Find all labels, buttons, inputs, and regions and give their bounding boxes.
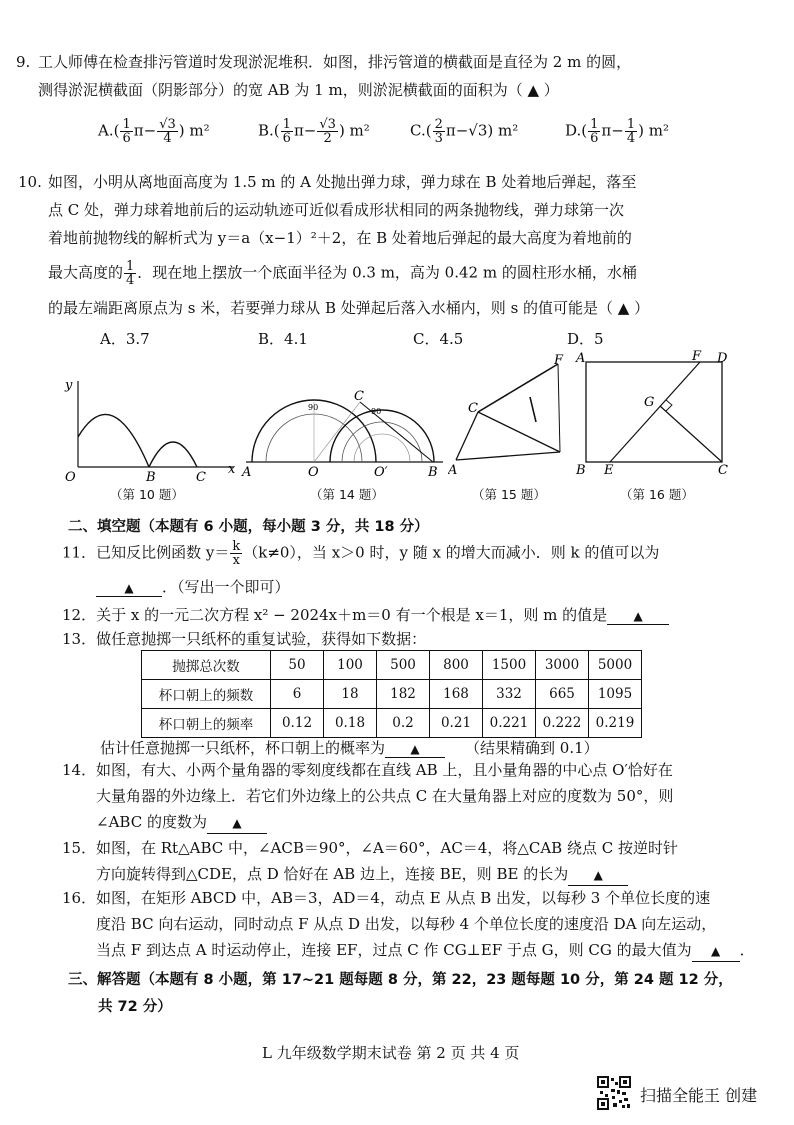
answer-blank[interactable]: ▲ — [207, 812, 267, 834]
option-b[interactable]: B.( $\frac{1}{6}$ π− $\frac{√3}{2}$ ) m² — [258, 117, 370, 146]
question-12: 12．关于 x 的一元二次方程 x² − 2024x＋m＝0 有一个根是 x＝1，则 m 的值是 ▲ — [62, 604, 669, 625]
table-cell: 1095 — [589, 680, 642, 709]
option-a[interactable]: A．3.7 — [100, 330, 150, 348]
segment-de — [530, 397, 536, 422]
section-3-heading-cont: 共 72 分） — [98, 999, 172, 1015]
table-cell: 0.219 — [589, 709, 642, 738]
origin-label: O — [65, 470, 76, 485]
question-text-line: ∠ABC 的度数为 ▲ — [96, 812, 267, 834]
point-c-label: C — [718, 463, 728, 475]
small-protractor — [330, 410, 434, 462]
segment-cg — [660, 406, 722, 462]
point-c-label: C — [468, 401, 478, 416]
point-d-label: D — [717, 351, 728, 366]
answer-blank[interactable]: ▲ — [568, 864, 628, 886]
table-cell: 182 — [377, 680, 430, 709]
option-d[interactable]: D.( $\frac{1}{6}$ π− $\frac{1}{4}$ ) m² — [565, 117, 669, 146]
table-cell: 18 — [324, 680, 377, 709]
table-row — [142, 651, 642, 680]
scanner-watermark: 扫描全能王 创建 — [640, 1086, 758, 1105]
option-c[interactable]: C.( $\frac{2}{3}$ π−√3) m² — [410, 117, 519, 146]
table-cell: 0.12 — [271, 709, 324, 738]
segment-ef — [610, 362, 700, 462]
question-13-answer-line: 估计任意抛掷一只纸杯，杯口朝上的概率为 ▲ （结果精确到 0.1） — [100, 739, 599, 757]
section-2-heading: 二、填空题（本题有 6 小题，每小题 3 分，共 18 分） — [68, 519, 429, 535]
point-c-label: C — [354, 389, 364, 404]
qr-code-icon — [597, 1076, 631, 1110]
option-c[interactable]: C．4.5 — [413, 330, 464, 348]
section-3-heading: 三、解答题（本题有 8 小题，第 17~21 题每题 8 分，第 22，23 题每题 10 分，第 24 题 12 分， — [68, 972, 733, 988]
point-g-label: G — [644, 395, 655, 410]
question-text-line: 如图，在 Rt△ABC 中，∠ACB＝90°，∠A＝60°，AC＝4，将△CAB 绕点 C 按逆时针 — [96, 839, 678, 857]
question-text-line: 度沿 BC 向右运动，同时动点 F 从点 D 出发，以每秒 4 个单位长度的速度沿 DA 向左运动， — [96, 915, 717, 933]
question-text-line: 最大高度的 $\frac{1}{4}$ ．现在地上摆放一个底面半径为 0.3 m，高为 0.42 m 的圆柱形水桶，水桶 — [48, 259, 637, 288]
frequency-table — [141, 650, 642, 738]
caption-q10: （第 10 题） — [110, 487, 184, 502]
table-row — [142, 709, 642, 738]
question-text-line: 如图，小明从离地面高度为 1.5 m 的 A 处抛出弹力球，弹力球在 B 处着地后弹起，落至 — [48, 173, 637, 191]
answer-blank[interactable]: ▲ — [96, 578, 162, 597]
point-a-label: A — [448, 463, 458, 478]
table-cell: 500 — [377, 651, 430, 680]
table-cell: 0.21 — [430, 709, 483, 738]
caption-q16: （第 16 题） — [620, 487, 694, 502]
rectangle-abcd — [586, 362, 722, 462]
small-protractor-inner — [342, 422, 422, 462]
table-cell: 1500 — [483, 651, 536, 680]
question-number: 16． — [62, 889, 97, 907]
point-f-label: F — [554, 353, 564, 368]
point-b-label: B — [576, 463, 586, 475]
question-number: 13． — [62, 630, 97, 648]
question-text-line: 如图，有大、小两个量角器的零刻度线都在直线 AB 上，且小量角器的中心点 O′恰好在 — [96, 761, 673, 779]
table-cell: 5000 — [589, 651, 642, 680]
small-protractor-inner2 — [354, 434, 410, 462]
y-label: y — [65, 378, 73, 393]
answer-blank[interactable]: ▲ — [385, 739, 445, 758]
figure-10 — [62, 375, 242, 485]
point-b-label: B — [428, 465, 438, 480]
tick-label-90b: 90 — [371, 407, 382, 416]
question-number: 15． — [62, 839, 97, 857]
table-cell: 665 — [536, 680, 589, 709]
segment-cb — [478, 412, 560, 452]
segment-cf — [478, 364, 558, 412]
table-cell: 0.222 — [536, 709, 589, 738]
segment-ab — [456, 452, 560, 460]
answer-blank[interactable]: ▲ — [607, 606, 669, 625]
right-angle-mark — [666, 400, 672, 411]
option-a[interactable]: A.( $\frac{1}{6}$ π− $\frac{√3}{4}$ ) m² — [98, 117, 210, 146]
row-label: 抛掷总次数 — [142, 651, 271, 680]
segment-fe — [558, 364, 560, 452]
table-cell: 0.221 — [483, 709, 536, 738]
x-label: x — [228, 462, 236, 477]
segment-oc — [314, 402, 360, 462]
caption-q14: （第 14 题） — [310, 487, 384, 502]
question-13: 13．做任意抛掷一只纸杯的重复试验，获得如下数据： — [62, 630, 427, 648]
question-text-line: 方向旋转得到△CDE，点 D 恰好在 AB 边上，连接 BE，则 BE 的长为 ▲ — [96, 864, 628, 886]
tick-label-90: 90 — [308, 403, 319, 412]
question-text-line: 当点 F 到达点 A 时运动停止，连接 EF，过点 C 作 CG⊥EF 于点 G，则 CG 的最大值为 ▲ ． — [96, 940, 755, 962]
question-text-line: 工人师傅在检查排污管道时发现淤泥堆积．如图，排污管道的横截面是直径为 2 m 的圆， — [38, 53, 632, 71]
table-cell: 50 — [271, 651, 324, 680]
question-number: 12． — [62, 606, 97, 624]
table-cell: 0.18 — [324, 709, 377, 738]
question-number: 10. — [18, 173, 42, 191]
figure-16 — [572, 350, 732, 475]
question-text-line: 如图，在矩形 ABCD 中，AB＝3，AD＝4，动点 E 从点 B 出发，以每秒 3 个单位长度的速 — [96, 889, 711, 907]
table-cell: 168 — [430, 680, 483, 709]
first-parabola — [78, 414, 149, 467]
question-text-line: 测得淤泥横截面（阴影部分）的宽 AB 为 1 m，则淤泥横截面的面积为（ ▲ ） — [38, 81, 559, 99]
table-cell: 0.2 — [377, 709, 430, 738]
table-cell: 3000 — [536, 651, 589, 680]
point-c-label: C — [196, 470, 206, 485]
caption-q15: （第 15 题） — [472, 487, 546, 502]
answer-blank[interactable]: ▲ — [692, 940, 740, 962]
question-11: 11．已知反比例函数 y＝ $\frac{k}{x}$ （k≠0），当 x＞0 时，y 随 x 的增大而减小．则 k 的值可以为 — [62, 539, 660, 568]
table-cell: 332 — [483, 680, 536, 709]
question-text-line: 的最左端距离原点为 s 米，若要弹力球从 B 处弹起后落入水桶内，则 s 的值可能是（ ▲ ） — [48, 299, 650, 317]
option-b[interactable]: B．4.1 — [258, 330, 308, 348]
question-number: 9. — [16, 53, 31, 71]
point-o-prime-label: O′ — [374, 465, 388, 480]
point-f-label: F — [692, 350, 702, 364]
question-text-line: 大量角器的外边缘上．若它们外边缘上的公共点 C 在大量角器上对应的度数为 50°，则 — [96, 787, 674, 805]
point-a-label: A — [576, 351, 586, 366]
point-o-label: O — [308, 465, 319, 480]
point-b-label: B — [146, 470, 156, 485]
figure-14 — [238, 380, 448, 480]
figure-15 — [448, 352, 573, 482]
question-text-line: 点 C 处，弹力球着地前后的运动轨迹可近似看成形状相同的两条抛物线，弹力球第一次 — [48, 201, 625, 219]
table-row — [142, 680, 642, 709]
option-d[interactable]: D．5 — [567, 330, 604, 348]
table-cell: 6 — [271, 680, 324, 709]
question-number: 14． — [62, 761, 97, 779]
point-a-label: A — [242, 465, 252, 480]
row-label: 杯口朝上的频数 — [142, 680, 271, 709]
page-footer: L 九年级数学期末试卷 第 2 页 共 4 页 — [262, 1044, 520, 1062]
table-cell: 800 — [430, 651, 483, 680]
question-text-line: 着地前抛物线的解析式为 y＝a（x−1）²＋2，在 B 处着地后弹起的最大高度为着地前的 — [48, 229, 632, 247]
point-e-label: E — [604, 463, 614, 475]
second-parabola — [149, 442, 197, 467]
table-cell: 100 — [324, 651, 377, 680]
row-label: 杯口朝上的频率 — [142, 709, 271, 738]
question-11-line2: ▲ ．（写出一个即可） — [96, 576, 290, 597]
segment-ac — [456, 412, 478, 460]
question-number: 11． — [62, 543, 97, 562]
